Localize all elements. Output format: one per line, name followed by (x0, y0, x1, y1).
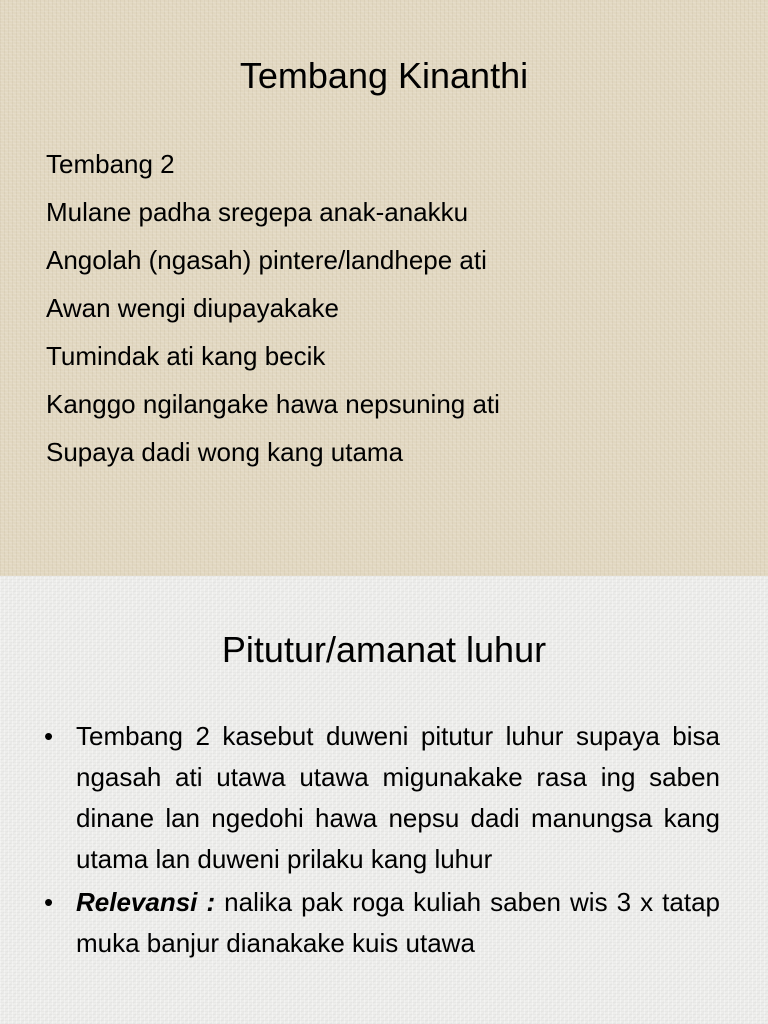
verse-line: Angolah (ngasah) pintere/landhepe ati (46, 245, 487, 275)
verse-line: Mulane padha sregepa anak-anakku (46, 197, 469, 227)
slide-title: Tembang Kinanthi (239, 55, 529, 96)
bullet-dot-icon: • (44, 887, 54, 917)
bullet-item (44, 882, 720, 964)
verse-line: Tumindak ati kang becik (46, 341, 326, 371)
verse-line: Awan wengi diupayakake (46, 293, 339, 323)
slide-title: Pitutur/amanat luhur (221, 629, 547, 670)
verse-line: Tembang 2 (46, 149, 175, 179)
bullet-text: nalika pak roga kuliah saben wis 3 x tatap muka banjur dianakake kuis utawa (76, 887, 720, 958)
bullet-item (44, 716, 720, 880)
verse-line: Kanggo ngilangake hawa nepsuning ati (46, 389, 500, 419)
verse-list (46, 140, 746, 476)
bullet-list (44, 716, 720, 966)
slide-pitutur-amanat (0, 576, 768, 1024)
verse-line: Supaya dadi wong kang utama (46, 437, 404, 467)
bullet-text: Tembang 2 kasebut duweni pitutur luhur supaya bisa ngasah ati utawa utawa migunakake rasa ing saben dinane lan ngedohi hawa nepsu dadi manungsa kang utama lan duweni prilaku kang luhur (76, 721, 720, 874)
bullet-dot-icon: • (44, 721, 54, 751)
relevansi-label: Relevansi : (76, 887, 216, 917)
